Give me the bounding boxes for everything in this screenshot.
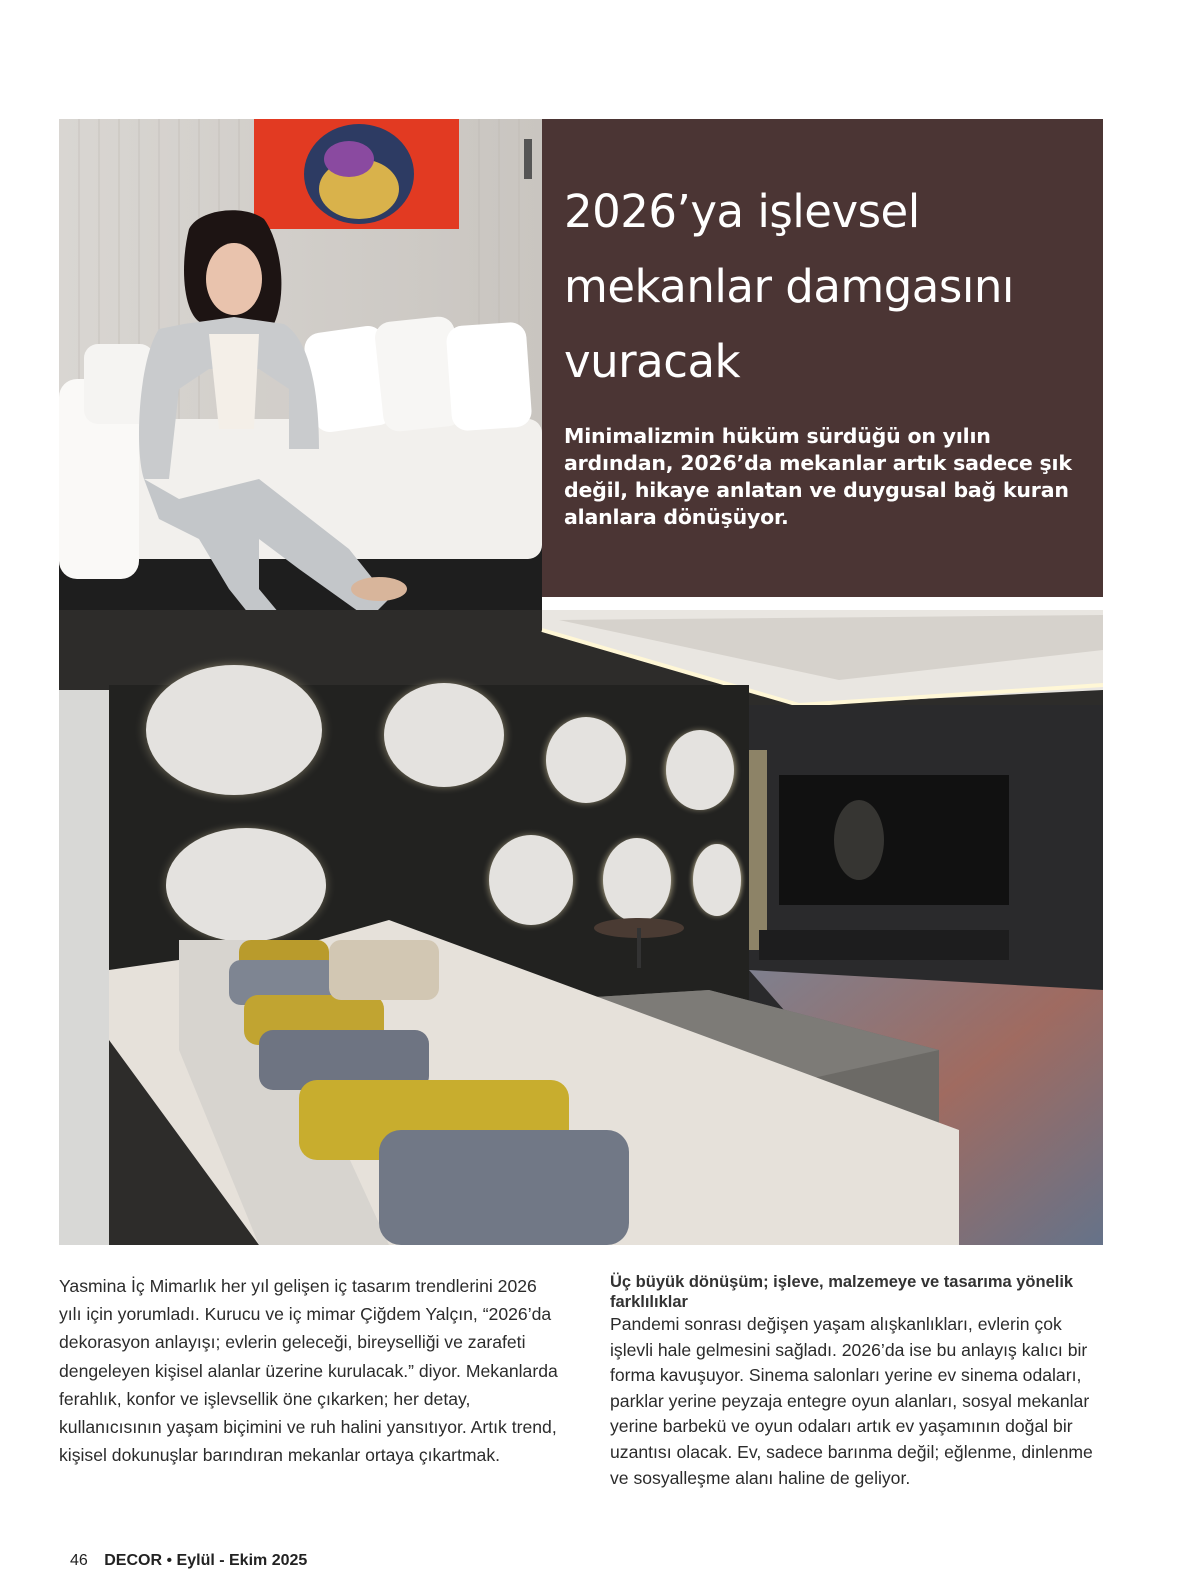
body-column-left [59, 1272, 559, 1469]
page-number: 46 [70, 1552, 88, 1569]
home-cinema-illustration [59, 610, 1103, 1245]
issue-date: Eylül - Ekim 2025 [176, 1552, 308, 1569]
body-column-right [610, 1272, 1103, 1491]
footer-separator: • [166, 1552, 173, 1569]
body-paragraph-left: Yasmina İç Mimarlık her yıl gelişen iç tasarım trendlerini 2026 yılı için yorumladı. Kurucu ve iç mimar Çiğdem Yalçın, “2026’da dekorasyon anlayışı; evlerin geleceği, bireyselliği ve zarafeti dengeleyen kişisel alanlar üzerine kurulacak.” diyor. Mekanlarda ferahlık, konfor ve işlevsellik öne çıkarken; her detay, kullanıcısının yaşam biçimini ve ruh halini yansıtıyor. Artık trend, kişisel dokunuşlar barındıran mekanlar ortaya çıkartmak. [59, 1276, 558, 1466]
article-lead: Minimalizmin hüküm sürdüğü on yılın ardından, 2026’da mekanlar artık sadece şık değil, hikaye anlatan ve duygusal bağ kuran alanlara dönüşüyor. [564, 424, 1072, 529]
body-paragraph-right: Pandemi sonrası değişen yaşam alışkanlıkları, evlerin çok işlevli hale gelmesini sağladı. 2026’da ise bu anlayış kalıcı bir forma kavuşuyor. Sinema salonları yerine ev sinema odaları, parklar yerine peyzaja entegre oyun alanları, sosyal mekanlar yerine barbekü ve oyun odaları artık ev yaşamının doğal bir uzantısı olacak. Ev, sadece barınma değil; eğlenme, dinlenme ve sosyalleşme alanı haline de geliyor. [610, 1314, 1093, 1488]
home-cinema-photo [59, 610, 1103, 1245]
portrait-photo [59, 119, 542, 693]
title-panel [542, 119, 1103, 597]
magazine-name: DECOR [104, 1552, 163, 1569]
portrait-illustration [59, 119, 542, 693]
section-subheading: Üç büyük dönüşüm; işleve, malzemeye ve tasarıma yönelik farklılıklar [610, 1273, 1074, 1311]
page-footer [70, 1552, 307, 1570]
article-title: 2026’ya işlevsel mekanlar damgasını vuracak [564, 185, 1014, 388]
